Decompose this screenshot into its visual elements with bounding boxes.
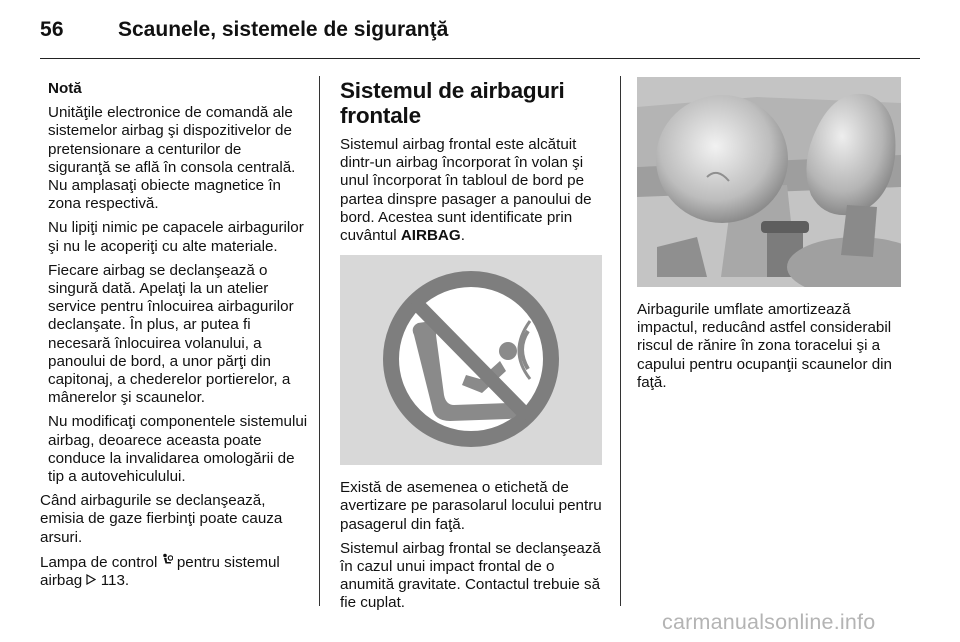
no-child-seat-icon xyxy=(340,255,602,465)
triangle-right-reference-icon xyxy=(86,572,96,590)
column-1 xyxy=(40,80,308,596)
inflated-airbags-image xyxy=(637,77,901,287)
inflated-airbags-illustration xyxy=(637,77,901,287)
paragraph-warning-lamp xyxy=(40,553,308,590)
column-2 xyxy=(340,78,602,619)
warning-lamp-text-2: pentru sistemul airbag xyxy=(40,553,280,590)
no-child-seat-warning-image xyxy=(340,255,602,465)
note-paragraph-4: Nu modificaţi componentele sistemului airbag, deoarece aceasta poate conduce la invalidarea omologării de tip a autovehiculului. xyxy=(48,413,308,486)
column-divider-1 xyxy=(319,76,320,606)
page-header xyxy=(40,8,920,56)
paragraph-burns: Când airbagurile se declanşează, emisia de gaze fierbinţi poate cauza arsuri. xyxy=(40,492,283,546)
watermark: carmanualsonline.info xyxy=(662,610,876,634)
note-title: Notă xyxy=(48,80,82,97)
note-paragraph-3: Fiecare airbag se declanşează o singură dată. Apelaţi la un atelier service pentru înlocuirea airbagurilor declanşate. În plus, ar putea fi necesară înlocuirea volanului, a panoului de bord, a unor părţi din capitonaj, a chederelor portierelor, a mânerelor şi scaunelor. xyxy=(48,261,294,407)
airbag-warning-lamp-icon xyxy=(162,553,173,572)
column-3 xyxy=(637,77,905,398)
section-heading: Sistemul de airbaguri frontale xyxy=(340,78,565,128)
header-rule xyxy=(40,58,920,59)
paragraph-front-airbag xyxy=(340,136,602,245)
paragraph-sunvisor-label: Există de asemenea o etichetă de avertizare pe parasolarul locului pentru pasagerul din faţă. xyxy=(340,479,602,533)
paragraph-deployment: Sistemul airbag frontal se declanşează în cazul unui impact frontal de o anumită gravitate. Contactul trebuie să fie cuplat. xyxy=(340,539,601,612)
front-airbag-end: . xyxy=(460,227,465,245)
note-paragraph-2: Nu lipiţi nimic pe capacele airbagurilor şi nu le acoperiţi cu alte materiale. xyxy=(48,219,304,255)
paragraph-inflated-airbags: Airbagurile umflate amortizează impactul, reducând astfel considerabil riscul de rănire în zona toracelui şi a capului pentru ocupanţii scaunelor din faţă. xyxy=(637,301,892,391)
reference-page: 113. xyxy=(100,572,130,590)
note-block xyxy=(48,80,308,486)
airbag-word: AIRBAG xyxy=(400,227,461,245)
column-divider-2 xyxy=(620,76,621,606)
front-airbag-text: Sistemul airbag frontal este alcătuit dintr-un airbag încorporat în volan şi unul încorporat în tabloul de bord pe partea dinspre pasager a panoului de bord. Acestea sunt identificate prin cuvântul xyxy=(340,136,592,245)
warning-lamp-text: Lampa de control xyxy=(40,553,158,571)
chapter-title: Scaunele, sistemele de siguranţă xyxy=(118,18,449,41)
note-paragraph-1: Unităţile electronice de comandă ale sistemelor airbag şi dispozitivelor de pretensionare a centurilor de siguranţă se află în consola centrală. Nu amplasaţi obiecte magnetice în zona respectivă. xyxy=(48,104,296,213)
page-number: 56 xyxy=(40,18,64,41)
